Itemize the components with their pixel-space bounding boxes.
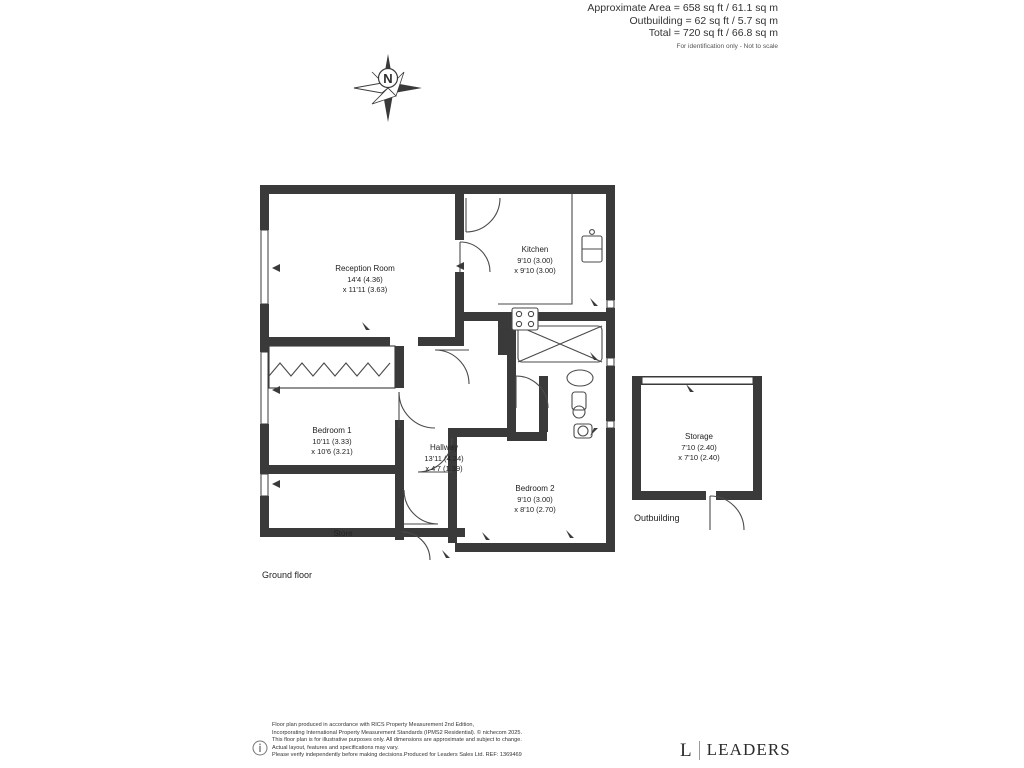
total-area-line: Total = 720 sq ft / 66.8 sq m xyxy=(648,27,778,39)
footer-disclaimer xyxy=(272,722,672,760)
room-label-reception-room xyxy=(300,264,430,296)
room-name: Storage xyxy=(684,432,714,441)
room-dim-1: 7'10 (2.40) xyxy=(681,442,717,452)
room-label-bedroom-2 xyxy=(475,484,595,516)
ground-floor-caption: Ground floor xyxy=(262,570,313,580)
room-dim-2: x 10'6 (3.21) xyxy=(311,447,353,456)
room-label-kitchen xyxy=(475,245,595,277)
room-dim-2: x 4'7 (1.39) xyxy=(425,464,463,473)
room-name: Bedroom 2 xyxy=(515,484,555,493)
room-dim-1: 14'4 (4.36) xyxy=(347,274,383,284)
floorplan-drawing xyxy=(250,180,780,580)
room-dim-2: x 7'10 (2.40) xyxy=(678,453,720,462)
footer-line-5: Please verify independently before making decisions.Produced for Leaders Sales Ltd. REF: 1369469 xyxy=(272,752,522,759)
room-label-store xyxy=(300,529,386,540)
footer-line-2: Incorporating International Property Measurement Standards (IPMS2 Residential). © nichecom 2025. xyxy=(272,729,523,736)
room-name: Store xyxy=(333,529,353,538)
brand-mark: L xyxy=(680,741,700,760)
room-label-bedroom-1 xyxy=(272,426,392,458)
footer-line-1: Floor plan produced in accordance with RICS Property Measurement 2nd Edition, xyxy=(272,722,475,728)
compass-north-label: N xyxy=(383,71,393,86)
outbuilding-caption: Outbuilding xyxy=(634,513,680,523)
brand-logo xyxy=(680,740,791,760)
approx-area-line: Approximate Area = 658 sq ft / 61.1 sq m xyxy=(587,2,778,14)
footer-line-4: Actual layout, features and specifications may vary. xyxy=(272,744,399,751)
room-dim-2: x 9'10 (3.00) xyxy=(514,266,556,275)
brand-name: LEADERS xyxy=(706,740,791,759)
room-dim-2: x 8'10 (2.70) xyxy=(514,505,556,514)
room-label-hallway xyxy=(392,443,496,475)
north-arrow-icon xyxy=(352,52,424,124)
scale-disclaimer: For identification only - Not to scale xyxy=(676,42,778,50)
info-icon xyxy=(252,740,266,754)
room-name: Reception Room xyxy=(335,264,395,273)
room-name: Kitchen xyxy=(521,245,549,254)
floorplan-svg xyxy=(250,180,780,580)
room-name: Hallway xyxy=(429,443,458,452)
room-label-storage xyxy=(640,432,758,464)
room-dim-2: x 11'11 (3.63) xyxy=(342,285,388,294)
room-name: Bedroom 1 xyxy=(312,426,352,435)
room-dim-1: 9'10 (3.00) xyxy=(517,494,553,504)
room-dim-1: 13'11 (4.24) xyxy=(424,453,464,463)
footer-line-3: This floor plan is for illustrative purposes only. All dimensions are approximate and subject to change. xyxy=(272,737,522,744)
compass-rose xyxy=(352,52,424,124)
room-dim-1: 10'11 (3.33) xyxy=(312,436,352,446)
room-dim-1: 9'10 (3.00) xyxy=(517,255,553,265)
area-summary xyxy=(587,2,778,51)
outbuilding-area-line: Outbuilding = 62 sq ft / 5.7 sq m xyxy=(629,14,778,27)
